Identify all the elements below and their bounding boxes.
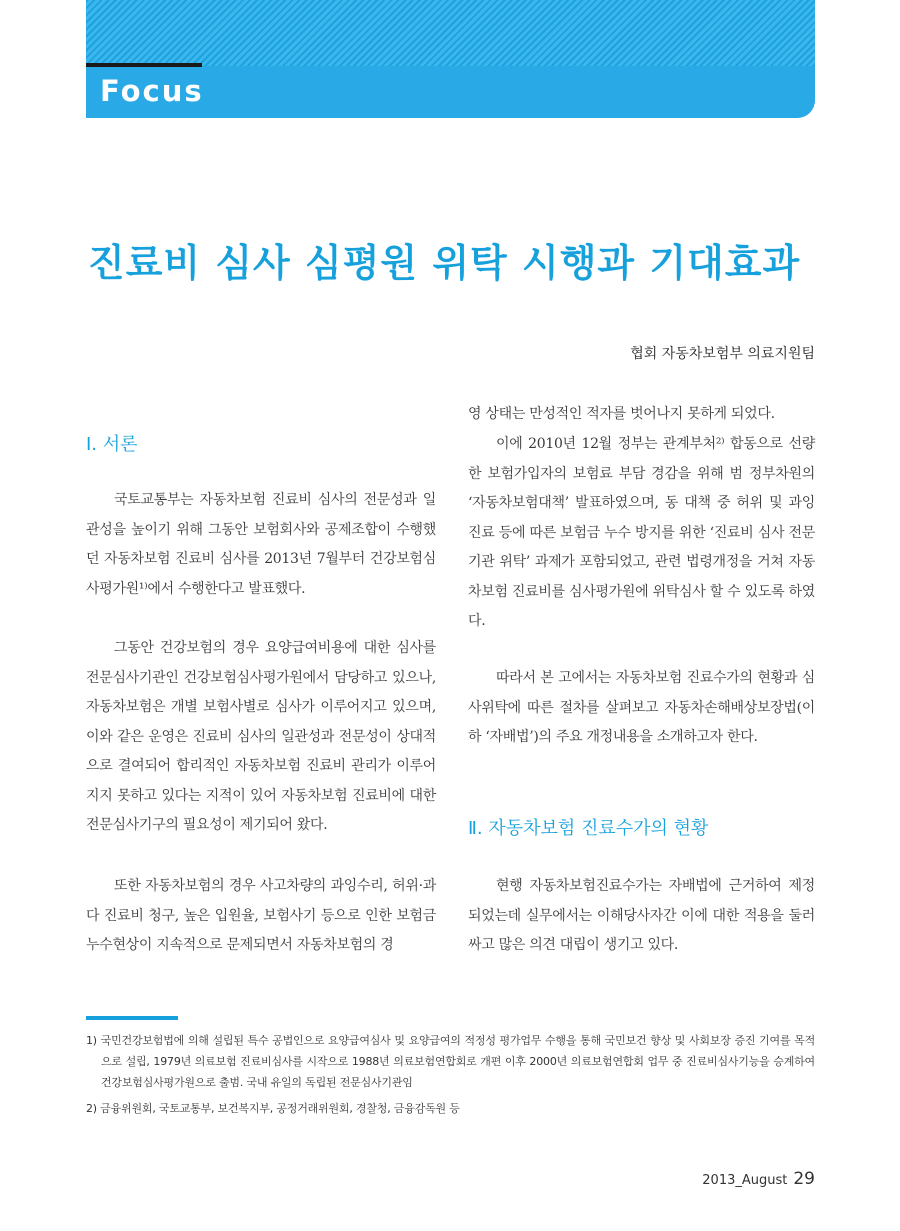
footnote-2: 2) 금융위원회, 국토교통부, 보건복지부, 공정거래위원회, 경찰청, 금융감독원 등	[86, 1102, 460, 1115]
body-paragraph: 그동안 건강보험의 경우 요양급여비용에 대한 심사를 전문심사기관인 건강보험심사평가원에서 담당하고 있으나, 자동차보험은 개별 보험사별로 심사가 이루어지고 있으며, 이와 같은 운영은 진료비 심사의 일관성과 전문성이 상대적으로 결여되어 합리적인 자동차보험 진료비 관리가 이루어지지 못하고 있다는 지적이 있어 자동차보험 진료비에 대한 전문심사기구의 필요성이 제기되어 왔다.	[86, 640, 436, 833]
article-author: 협회 자동차보험부 의료지원팀	[630, 346, 815, 362]
footnote-divider	[86, 1016, 178, 1020]
footnote-1: 1) 국민건강보험법에 의해 설립된 특수 공법인으로 요양급여심사 및 요양급여의 적정성 평가업무 수행을 통해 국민보건 향상 및 사회보장 증진 기여를 목적으로 설립, 1979년 의료보험 진료비심사를 시작으로 1988년 의료보험연합회로 개편 이후 2000년 의료보험연합회 업무 중 진료비심사기능을 승계하여 건강보험심사평가원으로 출범. 국내 유일의 독립된 전문심사기관임	[86, 1034, 815, 1089]
body-paragraph: 국토교통부는 자동차보험 진료비 심사의 전문성과 일관성을 높이기 위해 그동안 보험회사와 공제조합이 수행했던 자동차보험 진료비 심사를 2013년 7월부터 건강보험심사평가원¹⁾에서 수행한다고 발표했다.	[86, 492, 436, 597]
banner-accent-line	[86, 63, 202, 67]
body-paragraph: 이에 2010년 12월 정부는 관계부처²⁾ 합동으로 선량한 보험가입자의 보험료 부담 경감을 위해 범 정부차원의 ‘자동차보험대책’ 발표하였으며, 동 대책 중 허위 및 과잉 진료 등에 따른 보험금 누수 방지를 위한 ‘진료비 심사 전문기관 위탁’ 과제가 포함되었고, 관련 법령개정을 거쳐 자동차보험 진료비를 심사평가원에 위탁심사 할 수 있도록 하였다.	[468, 436, 815, 629]
page-number: 29	[793, 1169, 815, 1189]
section-heading-status: Ⅱ. 자동차보험 진료수가의 현황	[468, 818, 709, 839]
page-footer	[702, 1169, 815, 1189]
body-paragraph: 따라서 본 고에서는 자동차보험 진료수가의 현황과 심사위탁에 따른 절차를 살펴보고 자동차손해배상보장법(이하 ‘자배법’)의 주요 개정내용을 소개하고자 한다.	[468, 670, 815, 745]
article-title: 진료비 심사 심평원 위탁 시행과 기대효과	[88, 241, 801, 285]
body-paragraph: 또한 자동차보험의 경우 사고차량의 과잉수리, 허위·과다 진료비 청구, 높은 입원율, 보험사기 등으로 인한 보험금 누수현상이 지속적으로 문제되면서 자동차보험의 경	[86, 878, 436, 953]
issue-label: 2013_August	[702, 1173, 788, 1188]
section-label: Focus	[100, 74, 204, 108]
section-heading-intro: Ⅰ. 서론	[86, 434, 138, 455]
body-paragraph: 현행 자동차보험진료수가는 자배법에 근거하여 제정되었는데 실무에서는 이해당사자간 이에 대한 적용을 둘러싸고 많은 의견 대립이 생기고 있다.	[468, 878, 815, 953]
body-paragraph: 영 상태는 만성적인 적자를 벗어나지 못하게 되었다.	[468, 406, 775, 422]
